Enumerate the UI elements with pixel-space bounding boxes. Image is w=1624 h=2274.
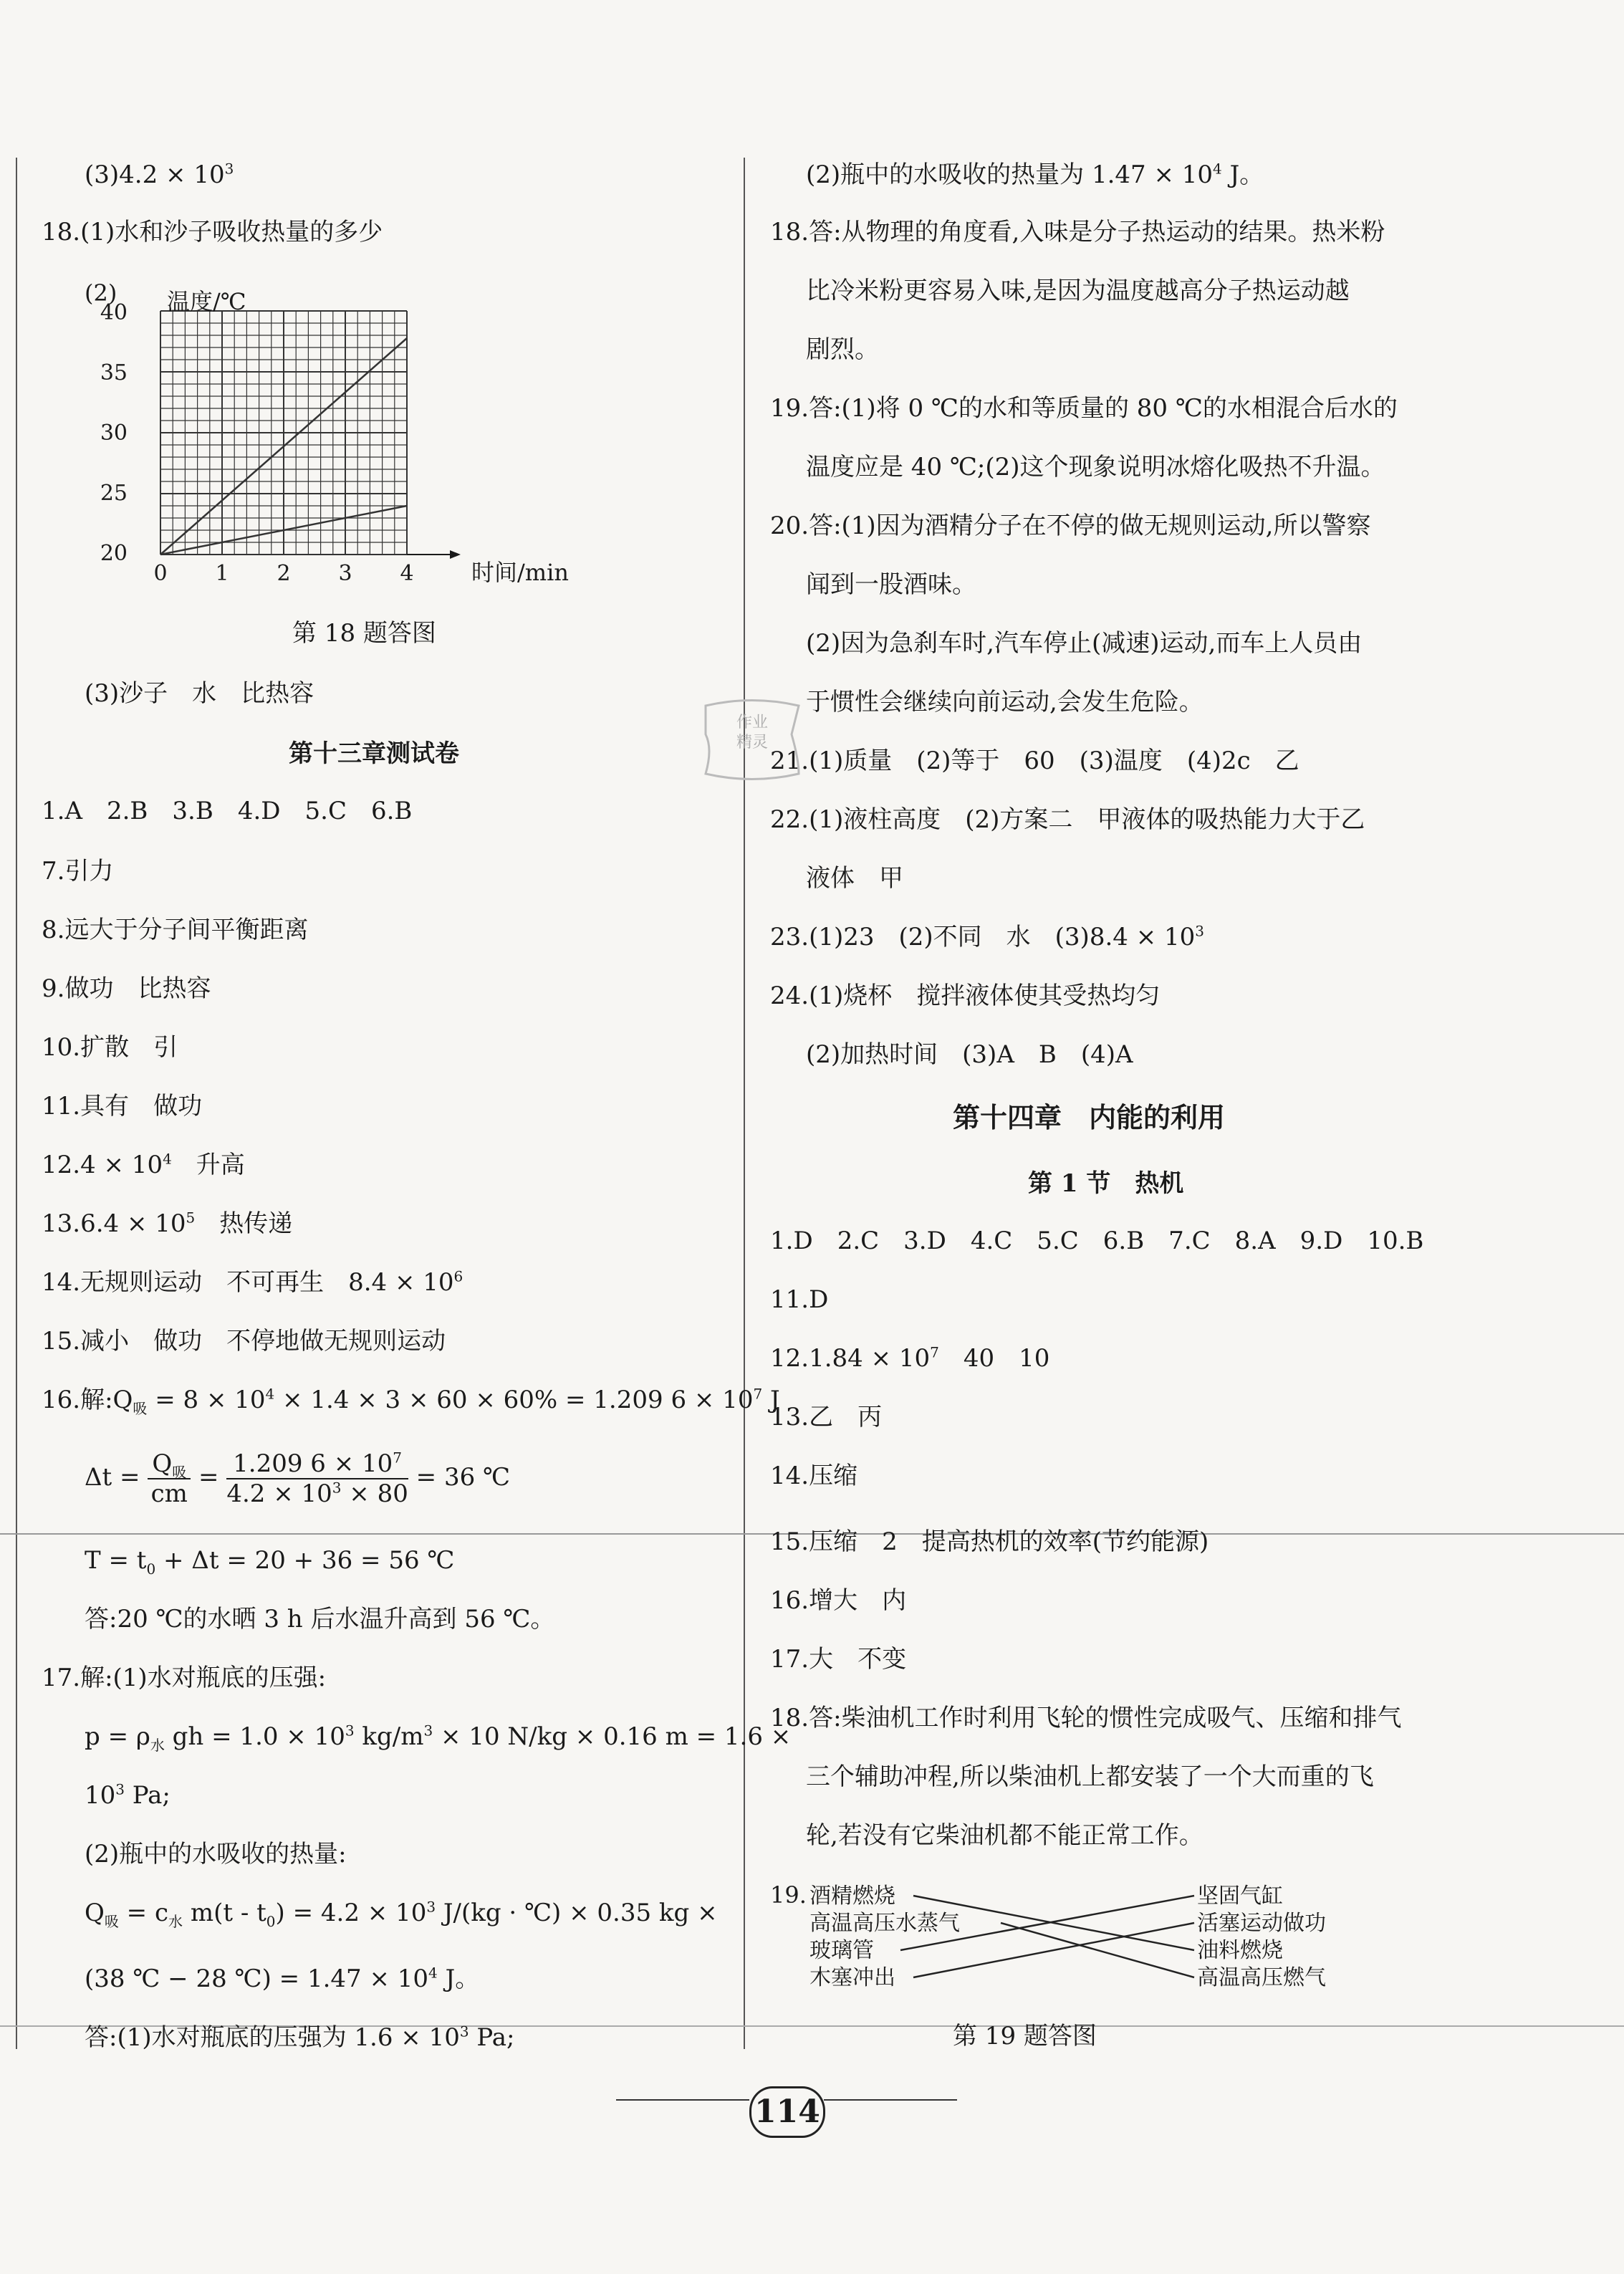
answer-line: (2)瓶中的水吸收的热量为 $1.47 \times 10^4$ J。 (806, 160, 1264, 189)
answer-line: 22.(1)液柱高度 (2)方案二 甲液体的吸热能力大于乙 (770, 805, 1365, 834)
left-margin-rule (16, 158, 17, 2049)
match-right-item: 高温高压燃气 (1197, 1965, 1326, 1990)
answer-line: 17.解:(1)水对瓶底的压强: (42, 1664, 327, 1692)
watermark-stamp (691, 691, 813, 788)
x-axis-label: 时间/min (471, 559, 569, 586)
answer-line: 1.D 2.C 3.D 4.C 5.C 6.B 7.C 8.A 9.D 10.B (770, 1227, 1424, 1255)
answer-line: 闻到一股酒味。 (806, 570, 976, 599)
answer-line: 液体 甲 (806, 864, 903, 893)
answer-line: $13.6.4 \times 10^5$ 热传递 (42, 1209, 293, 1238)
page-number-rule-left (616, 2099, 749, 2101)
svg-text:精灵: 精灵 (736, 734, 769, 752)
x-tick: 0 (153, 561, 168, 586)
answer-line: 15.减小 做功 不停地做无规则运动 (42, 1327, 446, 1356)
match-right-item: 活塞运动做功 (1197, 1911, 1326, 1936)
answer-line: 温度应是 40 ℃;(2)这个现象说明冰熔化吸热不升温。 (806, 453, 1385, 481)
answer-line: (3)沙子 水 比热容 (85, 679, 314, 708)
answer-line: 11.D (770, 1285, 829, 1314)
answer-line: 14.无规则运动 不可再生 $8.4 \times 10^6$ (42, 1267, 463, 1297)
section-title: 第十三章测试卷 (289, 739, 459, 768)
x-tick: 1 (215, 561, 229, 586)
temperature-graph (42, 272, 586, 602)
matching-diagram (770, 1877, 1429, 1999)
answer-line: $12.4 \times 10^4$ 升高 (42, 1150, 245, 1179)
answer-line: 1.A 2.B 3.B 4.D 5.C 6.B (42, 797, 413, 825)
match-left-item: 酒精燃烧 (809, 1884, 895, 1909)
answer-line: 19.答:(1)将 0 ℃的水和等质量的 80 ℃的水相混合后水的 (770, 394, 1398, 423)
answer-line: 7.引力 (42, 857, 114, 886)
answer-line: 17.大 不变 (770, 1645, 907, 1674)
answer-line: 11.具有 做功 (42, 1092, 203, 1121)
x-tick: 3 (338, 561, 352, 586)
match-right-item: 坚固气缸 (1197, 1884, 1283, 1909)
page-number-rule-right (824, 2099, 957, 2101)
match-left-item: 高温高压水蒸气 (809, 1911, 960, 1936)
match-left-item: 玻璃管 (809, 1938, 874, 1963)
page-number-text: 114 (749, 2086, 825, 2138)
answer-line: 13.乙 丙 (770, 1403, 883, 1431)
section-title: 第 1 节 热机 (1028, 1169, 1184, 1198)
page-number (739, 2083, 832, 2141)
answer-line: $10^3$ Pa; (85, 1780, 170, 1810)
answer-line: 15.压缩 2 提高热机的效率(节约能源) (770, 1527, 1209, 1556)
answer-line: 三个辅助冲程,所以柴油机上都安装了一个大而重的飞 (806, 1762, 1374, 1791)
x-tick: 4 (400, 561, 414, 586)
svg-text:作业: 作业 (736, 714, 769, 731)
answer-line: (2)加热时间 (3)A B (4)A (806, 1040, 1133, 1069)
answer-line: 20.答:(1)因为酒精分子在不停的做无规则运动,所以警察 (770, 512, 1371, 540)
answer-line: 10.扩散 引 (42, 1033, 178, 1062)
answer-line: 16.解$:Q_吸 = 8 \times 10^4 \times 1.4 \times 3 \times 60 \times 60\% = 1.209$ $6 \times 10^7$ J (42, 1385, 780, 1417)
x-tick: 2 (277, 561, 291, 586)
answer-line: 21.(1)质量 (2)等于 60 (3)温度 (4)2c 乙 (770, 747, 1299, 775)
answer-line: 轮,若没有它柴油机都不能正常工作。 (806, 1821, 1203, 1850)
graph-part-label: (2) (85, 279, 117, 307)
answer-line: 16.增大 内 (770, 1586, 907, 1615)
answer-line: (2)瓶中的水吸收的热量: (85, 1840, 347, 1868)
answer-line: $(3)4.2 \times 10^3$ (85, 160, 234, 189)
answer-line: 18.答:柴油机工作时利用飞轮的惯性完成吸气、压缩和排气 (770, 1704, 1402, 1732)
answer-line: $Q_吸 = c_水$ $m(t - t_0) = 4.2 \times 10^3$ J/(kg · ℃) × 0.35 kg × (85, 1898, 718, 1930)
answer-line: 24.(1)烧杯 搅拌液体使其受热均匀 (770, 982, 1161, 1010)
answer-line: 18.答:从物理的角度看,入味是分子热运动的结果。热米粉 (770, 218, 1385, 246)
y-tick: 35 (100, 360, 128, 385)
chapter-title: 第十四章 内能的利用 (953, 1101, 1226, 1133)
answer-line: 9.做功 比热容 (42, 974, 211, 1003)
answer-line: 18.(1)水和沙子吸收热量的多少 (42, 218, 383, 246)
column-divider (744, 158, 745, 2049)
answer-line: 8.远大于分子间平衡距离 (42, 916, 309, 944)
match-number: 19. (770, 1881, 807, 1909)
answer-line: 比冷米粉更容易入味,是因为温度越高分子热运动越 (806, 277, 1350, 305)
answer-line: $12.1.84 \times 10^7$ 40 10 (770, 1343, 1050, 1373)
y-axis-label: 温度/℃ (167, 288, 246, 315)
y-tick: 40 (100, 300, 128, 325)
graph-grid (160, 311, 407, 555)
y-tick: 25 (100, 481, 128, 506)
answer-line: $p = \rho_水$ gh = $1.0 \times 10^3$ $kg/m^3 \times 10$ N/kg × 0.16 m = 1.6 × (85, 1722, 792, 1754)
answer-line: (2)因为急刹车时,汽车停止(减速)运动,而车上人员由 (806, 629, 1363, 658)
y-tick: 30 (100, 421, 128, 446)
match-caption: 第 19 题答图 (953, 2022, 1097, 2050)
answer-line: (38 ℃ − 28 ℃) = $1.47 \times 10^4$ J。 (85, 1964, 480, 1993)
match-left-item: 木塞冲出 (809, 1965, 895, 1990)
answer-line: 剧烈。 (806, 335, 879, 364)
answer-line: 答:(1)水对瓶底的压强为 $1.6 \times 10^3$ Pa; (85, 2023, 515, 2052)
answer-line: $T = t_0 + \Delta t = 20 + 36 = 56$ ℃ (85, 1546, 455, 1578)
match-right-item: 油料燃烧 (1197, 1938, 1283, 1963)
delta-t-formula: Δt = $\frac{Q_吸}{cm}$ = $\frac{1.209 6 \times 10^7}{4.2 \times 10^3 \times 80}$ = 36 ℃ (85, 1449, 511, 1508)
answer-line: 14.压缩 (770, 1462, 858, 1490)
graph-caption: 第 18 题答图 (292, 619, 436, 648)
answer-line: 于惯性会继续向前运动,会发生危险。 (806, 688, 1203, 716)
answer-line: 23.(1)23 (2)不同 水 $(3)8.4 \times 10^3$ (770, 922, 1204, 951)
y-tick: 20 (100, 541, 128, 566)
answer-line: 答:20 ℃的水晒 3 h 后水温升高到 56 ℃。 (85, 1605, 555, 1633)
